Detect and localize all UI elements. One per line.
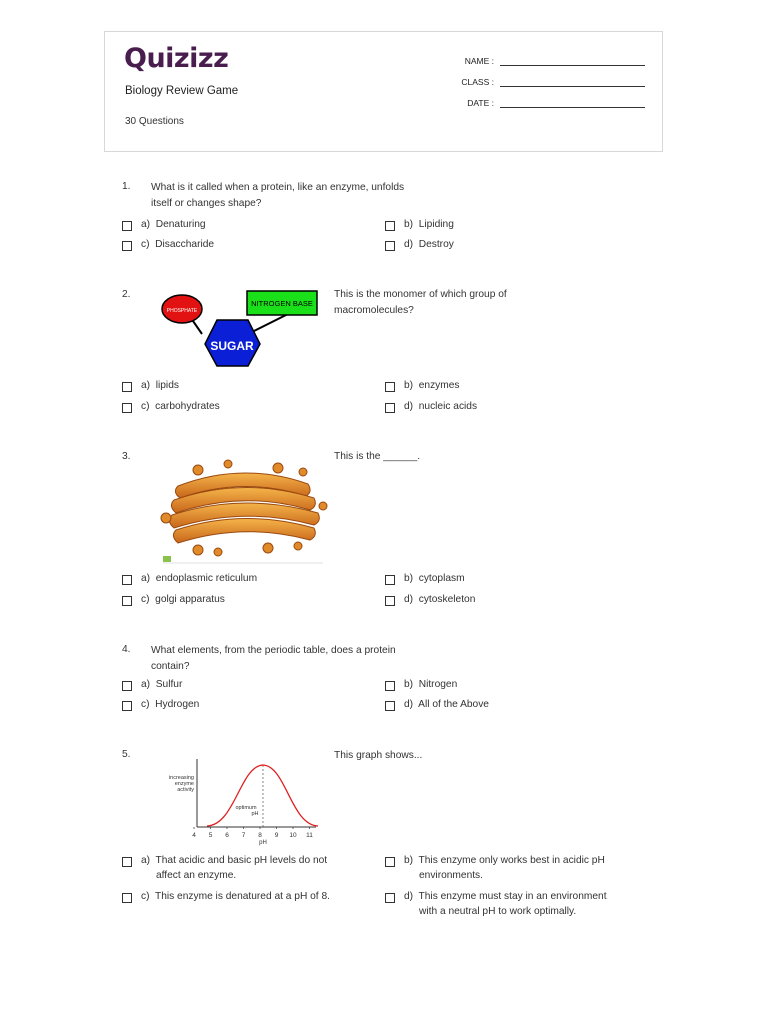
option-a[interactable]: [141, 677, 182, 692]
date-field[interactable]: [434, 97, 645, 108]
option-letter: c): [141, 594, 150, 605]
option-c[interactable]: [141, 399, 220, 414]
option-letter: b): [404, 679, 414, 690]
option-text: nucleic acids: [418, 401, 478, 412]
option-checkbox[interactable]: [385, 596, 395, 606]
graph-tick-label: 7: [241, 832, 246, 839]
option-text: Destroy: [418, 239, 454, 250]
question-text: [151, 180, 404, 212]
option-letter: b): [404, 855, 414, 866]
option-text: golgi apparatus: [155, 594, 225, 605]
option-d[interactable]: [404, 697, 489, 712]
class-field[interactable]: [434, 76, 645, 87]
option-text: Denaturing: [155, 219, 206, 230]
class-line[interactable]: [500, 76, 645, 87]
golgi-apparatus-image: [158, 456, 328, 566]
option-text: Nitrogen: [418, 679, 458, 690]
optimum-label: optimum: [235, 805, 257, 811]
question-line: This graph shows...: [334, 750, 423, 761]
option-letter: b): [404, 573, 414, 584]
option-d[interactable]: [404, 399, 477, 414]
option-text: Hydrogen: [155, 699, 200, 710]
question-number: 1.: [122, 181, 131, 192]
option-c[interactable]: [141, 697, 199, 712]
name-label: NAME :: [464, 56, 494, 66]
option-a[interactable]: [141, 571, 257, 586]
option-letter: c): [141, 699, 150, 710]
option-text: endoplasmic reticulum: [155, 573, 258, 584]
question-number: 5.: [122, 749, 131, 760]
question-text: [334, 449, 420, 465]
option-checkbox[interactable]: [385, 382, 395, 392]
option-checkbox[interactable]: [122, 575, 132, 585]
option-b[interactable]: [404, 853, 605, 883]
sugar-label: SUGAR: [210, 339, 254, 353]
option-text: This enzyme must stay in an environment: [418, 891, 607, 902]
question-line: What elements, from the periodic table, does a protein: [151, 645, 396, 656]
graph-tick-label: 8: [258, 832, 262, 839]
option-checkbox[interactable]: [122, 403, 132, 413]
option-checkbox[interactable]: [122, 596, 132, 606]
option-letter: a): [141, 219, 151, 230]
question-text: [151, 643, 396, 675]
option-letter: d): [404, 891, 414, 902]
graph-tick-label: 6: [225, 832, 229, 839]
option-d[interactable]: [404, 889, 607, 919]
option-text: Disaccharide: [155, 239, 215, 250]
name-field[interactable]: [434, 55, 645, 66]
option-checkbox[interactable]: [122, 701, 132, 711]
graph-tick-label: 11: [306, 832, 313, 839]
question-line: What is it called when a protein, like an enzyme, unfolds: [151, 182, 405, 193]
option-letter: c): [141, 401, 150, 412]
option-letter: b): [404, 219, 414, 230]
nucleotide-diagram: [160, 286, 320, 368]
option-checkbox[interactable]: [385, 681, 395, 691]
option-letter: c): [141, 891, 150, 902]
graph-xlabel: pH: [259, 840, 267, 846]
option-letter: a): [141, 679, 151, 690]
option-text: Sulfur: [155, 679, 183, 690]
graph-ticks: [192, 827, 313, 839]
option-text: That acidic and basic pH levels do not: [155, 855, 328, 866]
option-text: with a neutral pH to work optimally.: [419, 906, 577, 917]
worksheet-title: Biology Review Game: [125, 85, 239, 97]
question-number: 2.: [122, 289, 131, 300]
option-checkbox[interactable]: [385, 575, 395, 585]
option-checkbox[interactable]: [385, 701, 395, 711]
option-text: lipids: [155, 380, 179, 391]
enzyme-activity-curve: [207, 765, 318, 826]
option-a[interactable]: [141, 853, 327, 883]
question-line: This is the monomer of which group of: [334, 289, 507, 300]
question-text: [334, 287, 507, 319]
graph-tick-label: 4: [192, 832, 196, 839]
option-text: This enzyme is denatured at a pH of 8.: [154, 891, 330, 902]
option-c[interactable]: [141, 592, 225, 607]
option-letter: d): [404, 239, 414, 250]
option-b[interactable]: [404, 217, 454, 232]
option-text: cytoplasm: [418, 573, 465, 584]
date-line[interactable]: [500, 97, 645, 108]
question-line: contain?: [151, 661, 190, 672]
graph-ylabel: activity: [177, 787, 194, 793]
option-text: enzymes: [418, 380, 460, 391]
name-line[interactable]: [500, 55, 645, 66]
option-text: This enzyme only works best in acidic pH: [418, 855, 605, 866]
option-a[interactable]: [141, 378, 179, 393]
option-text: cytoskeleton: [418, 594, 476, 605]
option-checkbox[interactable]: [385, 403, 395, 413]
question-number: 4.: [122, 644, 131, 655]
option-text: environments.: [419, 870, 483, 881]
optimum-label: pH: [251, 811, 259, 817]
option-checkbox[interactable]: [122, 857, 132, 867]
question-line: This is the ______.: [334, 451, 421, 462]
graph-tick-label: 10: [289, 832, 297, 839]
option-b[interactable]: [404, 571, 465, 586]
option-d[interactable]: [404, 237, 454, 252]
option-checkbox[interactable]: [122, 382, 132, 392]
option-letter: d): [404, 594, 414, 605]
option-letter: d): [404, 401, 414, 412]
class-label: CLASS :: [461, 77, 494, 87]
question-count: 30 Questions: [125, 116, 184, 127]
worksheet-header: [104, 31, 663, 152]
phosphate-label: PHOSPHATE: [166, 308, 198, 314]
graph-ylabel: increasing: [168, 775, 194, 781]
option-checkbox[interactable]: [122, 241, 132, 251]
option-checkbox[interactable]: [122, 681, 132, 691]
option-letter: a): [141, 573, 151, 584]
date-label: DATE :: [467, 98, 494, 108]
option-text: Lipiding: [418, 219, 454, 230]
option-checkbox[interactable]: [385, 857, 395, 867]
option-letter: b): [404, 380, 414, 391]
option-text: All of the Above: [418, 699, 489, 710]
option-checkbox[interactable]: [385, 893, 395, 903]
enzyme-activity-graph: [160, 757, 322, 847]
option-letter: c): [141, 239, 150, 250]
option-text: affect an enzyme.: [156, 870, 237, 881]
option-letter: a): [141, 380, 151, 391]
question-line: macromolecules?: [334, 305, 414, 316]
graph-tick-label: 9: [274, 832, 279, 839]
option-b[interactable]: [404, 677, 457, 692]
question-number: 3.: [122, 451, 131, 462]
question-text: [334, 748, 422, 764]
nitrogen-base-label: NITROGEN BASE: [251, 299, 313, 308]
question-line: itself or changes shape?: [151, 198, 262, 209]
option-checkbox[interactable]: [122, 221, 132, 231]
option-checkbox[interactable]: [122, 893, 132, 903]
option-checkbox[interactable]: [385, 221, 395, 231]
option-d[interactable]: [404, 592, 475, 607]
option-a[interactable]: [141, 217, 206, 232]
quizizz-logo: Quizizz: [124, 43, 229, 74]
option-letter: d): [404, 699, 414, 710]
graph-ylabel: enzyme: [174, 781, 194, 787]
option-c[interactable]: [141, 237, 214, 252]
option-b[interactable]: [404, 378, 460, 393]
option-c[interactable]: [141, 889, 330, 904]
option-checkbox[interactable]: [385, 241, 395, 251]
option-letter: a): [141, 855, 151, 866]
graph-tick-label: 5: [208, 832, 213, 839]
option-text: carbohydrates: [155, 401, 220, 412]
